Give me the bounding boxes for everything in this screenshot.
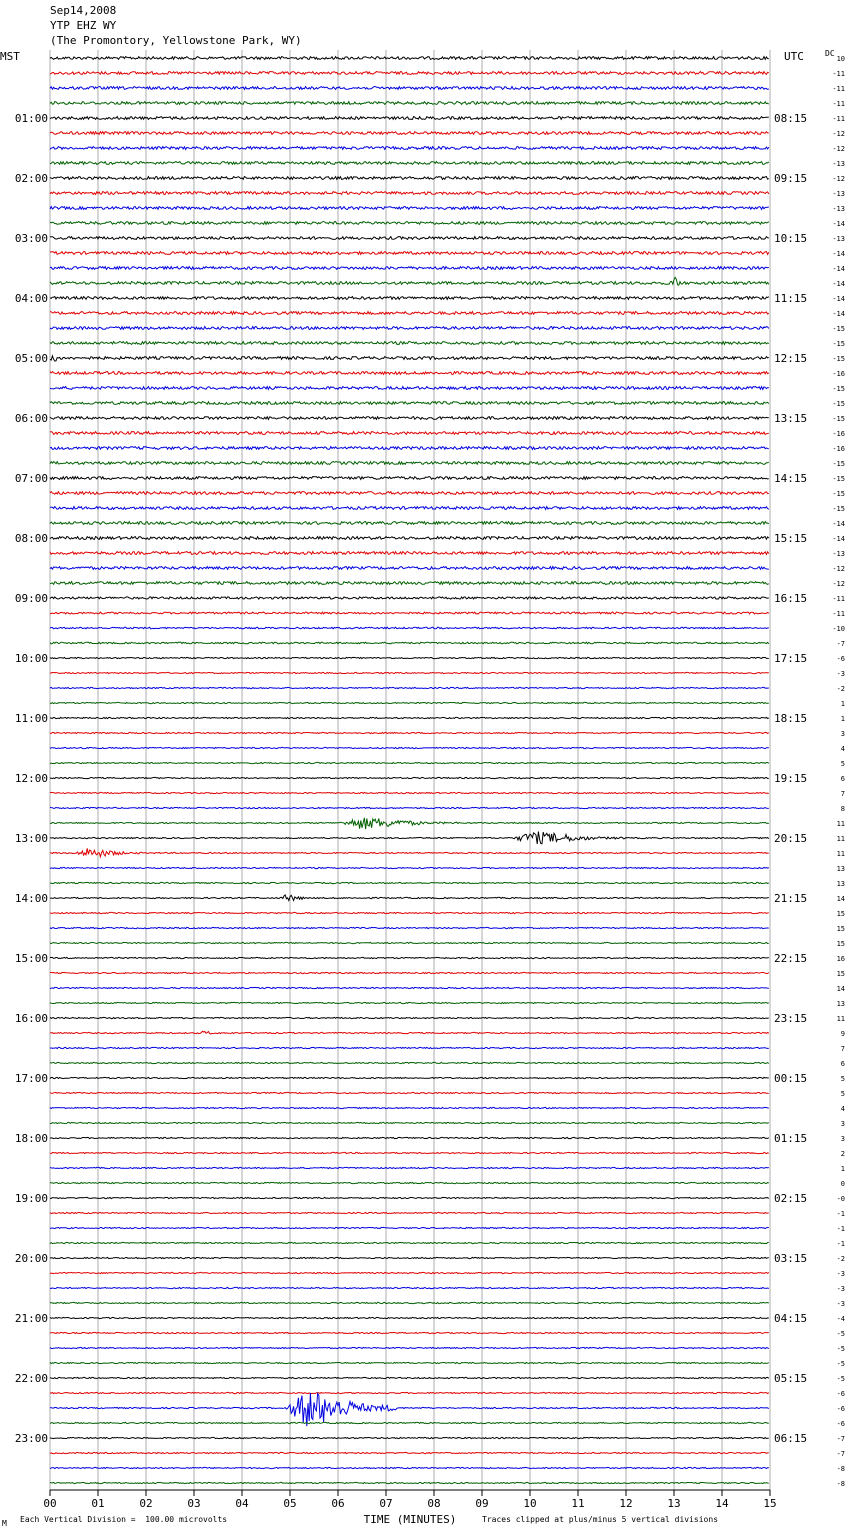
trace-row-95: [50, 1482, 769, 1483]
dc-offset-value: -6: [836, 1420, 845, 1428]
trace-row-71: [50, 1122, 769, 1123]
trace-row-14: [50, 267, 769, 270]
trace-row-28: [50, 477, 769, 480]
dc-offset-value: -11: [832, 115, 845, 123]
trace-row-45: [50, 732, 769, 733]
trace-row-40: [50, 657, 769, 658]
trace-row-20: [50, 356, 769, 361]
utc-hour-label: 21:15: [774, 892, 808, 905]
vertical-scale-note: Each Vertical Division = 100.00 microvolts: [20, 1515, 228, 1524]
mst-hour-label: 18:00: [14, 1132, 48, 1145]
dc-offset-value: -1: [836, 1210, 845, 1218]
trace-row-79: [50, 1242, 769, 1243]
dc-offset-value: -13: [832, 205, 845, 213]
trace-row-22: [50, 387, 769, 390]
trace-row-94: [50, 1467, 769, 1468]
trace-row-13: [50, 252, 769, 255]
trace-row-72: [50, 1137, 769, 1138]
dc-offset-value: 3: [840, 730, 845, 738]
dc-offset-value: -16: [832, 370, 845, 378]
trace-row-61: [50, 972, 769, 973]
dc-offset-value: 4: [840, 745, 845, 753]
dc-offset-value: -14: [832, 535, 845, 543]
trace-row-93: [50, 1452, 769, 1453]
dc-offset-value: 14: [836, 895, 845, 903]
dc-offset-value: -16: [832, 445, 845, 453]
dc-offset-value: -1: [836, 1225, 845, 1233]
trace-row-60: [50, 957, 769, 958]
dc-offset-value: -14: [832, 520, 845, 528]
record-date: Sep14,2008: [50, 4, 117, 17]
trace-row-77: [50, 1212, 769, 1213]
x-tick-label: 07: [379, 1497, 393, 1510]
dc-offset-value: -16: [832, 430, 845, 438]
mst-hour-label: 07:00: [14, 472, 48, 485]
dc-offset-value: -11: [832, 610, 845, 618]
dc-offset-value: -7: [836, 1450, 845, 1458]
dc-offset-value: -6: [836, 655, 845, 663]
x-tick-label: 01: [91, 1497, 105, 1510]
trace-row-35: [50, 582, 769, 585]
trace-row-2: [50, 87, 769, 90]
x-tick-label: 06: [331, 1497, 345, 1510]
trace-row-76: [50, 1197, 769, 1198]
dc-offset-value: 8: [840, 805, 845, 813]
trace-row-63: [50, 1002, 769, 1003]
trace-row-78: [50, 1227, 769, 1228]
trace-row-10: [50, 207, 769, 210]
left-timezone-label: MST: [0, 50, 20, 63]
trace-row-67: [50, 1062, 769, 1063]
dc-offset-value: 13: [836, 880, 845, 888]
trace-row-3: [50, 102, 769, 105]
clipping-note: Traces clipped at plus/minus 5 vertical divisions: [482, 1515, 719, 1524]
trace-row-37: [50, 612, 769, 614]
mst-hour-label: 17:00: [14, 1072, 48, 1085]
dc-offset-value: 13: [836, 865, 845, 873]
dc-offset-value: -15: [832, 385, 845, 393]
utc-hour-label: 19:15: [774, 772, 808, 785]
trace-row-26: [50, 447, 769, 450]
trace-row-38: [50, 627, 769, 629]
trace-row-88: [50, 1377, 769, 1378]
trace-row-58: [50, 927, 769, 928]
trace-row-59: [50, 942, 769, 943]
trace-row-44: [50, 717, 769, 718]
mst-hour-label: 23:00: [14, 1432, 48, 1445]
utc-hour-label: 22:15: [774, 952, 808, 965]
footer-mark: M: [2, 1519, 7, 1528]
mst-hour-label: 11:00: [14, 712, 48, 725]
mst-hour-label: 21:00: [14, 1312, 48, 1325]
trace-row-39: [50, 642, 769, 644]
dc-offset-value: 13: [836, 1000, 845, 1008]
trace-row-41: [50, 672, 769, 673]
dc-offset-value: -15: [832, 460, 845, 468]
dc-offset-value: -3: [836, 1270, 845, 1278]
utc-hour-label: 14:15: [774, 472, 808, 485]
utc-hour-label: 01:15: [774, 1132, 808, 1145]
trace-row-86: [50, 1347, 769, 1348]
dc-offset-value: -8: [836, 1480, 845, 1488]
mst-hour-label: 05:00: [14, 352, 48, 365]
dc-offset-value: -14: [832, 265, 845, 273]
trace-row-0: [50, 57, 769, 60]
mst-hour-label: 06:00: [14, 412, 48, 425]
trace-row-62: [50, 987, 769, 988]
dc-offset-value: -13: [832, 160, 845, 168]
dc-offset-value: 11: [836, 850, 845, 858]
x-axis-label: TIME (MINUTES): [363, 1513, 457, 1526]
dc-offset-value: -14: [832, 295, 845, 303]
trace-row-17: [50, 312, 769, 315]
trace-row-91: [50, 1422, 769, 1423]
utc-hour-label: 17:15: [774, 652, 808, 665]
trace-row-5: [50, 132, 769, 135]
station-location: (The Promontory, Yellowstone Park, WY): [50, 34, 302, 47]
mst-hour-label: 15:00: [14, 952, 48, 965]
dc-offset-value: -15: [832, 490, 845, 498]
dc-offset-value: -5: [836, 1360, 845, 1368]
x-tick-label: 00: [43, 1497, 57, 1510]
mst-hour-label: 16:00: [14, 1012, 48, 1025]
mst-hour-label: 19:00: [14, 1192, 48, 1205]
trace-row-80: [50, 1257, 769, 1258]
x-tick-label: 11: [571, 1497, 585, 1510]
trace-row-25: [50, 432, 769, 435]
utc-hour-label: 13:15: [774, 412, 808, 425]
utc-hour-label: 05:15: [774, 1372, 808, 1385]
dc-offset-value: 11: [836, 820, 845, 828]
trace-row-4: [50, 117, 769, 120]
dc-offset-value: 9: [840, 1030, 845, 1038]
dc-offset-value: -13: [832, 550, 845, 558]
x-tick-label: 03: [187, 1497, 201, 1510]
trace-row-32: [50, 537, 769, 540]
dc-offset-value: 15: [836, 925, 845, 933]
right-timezone-label: UTC: [784, 50, 804, 63]
trace-row-36: [50, 597, 769, 599]
dc-offset-value: -11: [832, 85, 845, 93]
trace-row-87: [50, 1362, 769, 1363]
station-code: YTP EHZ WY: [50, 19, 117, 32]
dc-offset-value: -15: [832, 400, 845, 408]
mst-hour-label: 10:00: [14, 652, 48, 665]
trace-row-85: [50, 1332, 769, 1333]
trace-row-30: [50, 507, 769, 510]
trace-row-16: [50, 297, 769, 300]
dc-offset-value: -14: [832, 310, 845, 318]
trace-row-53: [50, 848, 769, 856]
x-tick-label: 10: [523, 1497, 537, 1510]
dc-offset-value: 4: [840, 1105, 845, 1113]
dc-offset-value: 1: [840, 1165, 845, 1173]
dc-offset-value: 10: [836, 55, 845, 63]
dc-offset-value: -12: [832, 175, 845, 183]
dc-offset-value: 11: [836, 1015, 845, 1023]
dc-offset-value: -15: [832, 415, 845, 423]
trace-row-7: [50, 162, 769, 165]
dc-offset-value: -5: [836, 1330, 845, 1338]
trace-row-66: [50, 1047, 769, 1048]
x-tick-label: 04: [235, 1497, 249, 1510]
trace-row-24: [50, 417, 769, 420]
trace-row-1: [50, 72, 769, 75]
trace-row-12: [50, 237, 769, 240]
trace-row-9: [50, 192, 769, 195]
trace-row-68: [50, 1077, 769, 1078]
utc-hour-label: 23:15: [774, 1012, 808, 1025]
dc-offset-value: 16: [836, 955, 845, 963]
trace-row-31: [50, 522, 769, 525]
dc-offset-value: 15: [836, 910, 845, 918]
dc-offset-value: 14: [836, 985, 845, 993]
dc-offset-value: -8: [836, 1465, 845, 1473]
trace-row-75: [50, 1182, 769, 1183]
utc-hour-label: 10:15: [774, 232, 808, 245]
dc-offset-value: -13: [832, 235, 845, 243]
dc-label: DC: [825, 49, 835, 58]
dc-offset-value: 3: [840, 1120, 845, 1128]
trace-row-6: [50, 147, 769, 150]
dc-offset-value: -12: [832, 145, 845, 153]
dc-offset-value: -11: [832, 595, 845, 603]
mst-hour-label: 02:00: [14, 172, 48, 185]
trace-row-73: [50, 1152, 769, 1153]
trace-row-70: [50, 1107, 769, 1108]
dc-offset-value: -15: [832, 475, 845, 483]
dc-offset-value: -5: [836, 1375, 845, 1383]
dc-offset-value: -3: [836, 1300, 845, 1308]
dc-offset-value: -1: [836, 1240, 845, 1248]
utc-hour-label: 02:15: [774, 1192, 808, 1205]
trace-row-49: [50, 792, 769, 793]
dc-offset-value: 6: [840, 1060, 845, 1068]
utc-hour-label: 08:15: [774, 112, 808, 125]
dc-offset-value: -15: [832, 325, 845, 333]
mst-hour-label: 04:00: [14, 292, 48, 305]
trace-row-89: [50, 1392, 769, 1393]
dc-offset-value: 0: [840, 1180, 845, 1188]
trace-row-90: [50, 1393, 769, 1426]
trace-row-92: [50, 1437, 769, 1438]
trace-row-81: [50, 1272, 769, 1273]
dc-offset-value: 5: [840, 1090, 845, 1098]
utc-hour-label: 12:15: [774, 352, 808, 365]
trace-row-47: [50, 762, 769, 763]
mst-hour-label: 22:00: [14, 1372, 48, 1385]
trace-row-50: [50, 807, 769, 808]
trace-row-46: [50, 747, 769, 748]
trace-row-65: [50, 1031, 769, 1034]
trace-row-51: [50, 818, 769, 829]
x-tick-label: 02: [139, 1497, 153, 1510]
x-tick-label: 14: [715, 1497, 729, 1510]
dc-offset-value: -10: [832, 625, 845, 633]
dc-offset-value: -4: [836, 1315, 845, 1323]
trace-row-56: [50, 895, 769, 901]
dc-offset-value: -2: [836, 685, 845, 693]
x-tick-label: 13: [667, 1497, 681, 1510]
dc-offset-value: 6: [840, 775, 845, 783]
dc-offset-value: 2: [840, 1150, 845, 1158]
dc-offset-value: -15: [832, 340, 845, 348]
dc-offset-value: -3: [836, 1285, 845, 1293]
dc-offset-value: -6: [836, 1405, 845, 1413]
dc-offset-value: -12: [832, 130, 845, 138]
dc-offset-value: 15: [836, 970, 845, 978]
dc-offset-value: -7: [836, 640, 845, 648]
dc-offset-value: 7: [840, 790, 845, 798]
dc-offset-value: 5: [840, 760, 845, 768]
dc-offset-value: -14: [832, 250, 845, 258]
trace-row-83: [50, 1302, 769, 1303]
trace-row-29: [50, 492, 769, 495]
mst-hour-label: 20:00: [14, 1252, 48, 1265]
x-tick-label: 09: [475, 1497, 489, 1510]
trace-row-69: [50, 1092, 769, 1093]
mst-hour-label: 14:00: [14, 892, 48, 905]
trace-row-19: [50, 342, 769, 345]
dc-offset-value: -12: [832, 580, 845, 588]
trace-row-33: [50, 552, 769, 555]
utc-hour-label: 03:15: [774, 1252, 808, 1265]
utc-hour-label: 11:15: [774, 292, 808, 305]
trace-row-74: [50, 1167, 769, 1168]
x-tick-label: 15: [763, 1497, 777, 1510]
trace-row-34: [50, 567, 769, 570]
x-tick-label: 08: [427, 1497, 441, 1510]
mst-hour-label: 01:00: [14, 112, 48, 125]
trace-row-21: [50, 372, 769, 375]
trace-row-54: [50, 867, 769, 868]
dc-offset-value: 11: [836, 835, 845, 843]
trace-row-84: [50, 1317, 769, 1318]
trace-row-42: [50, 687, 769, 688]
utc-hour-label: 16:15: [774, 592, 808, 605]
x-tick-label: 05: [283, 1497, 297, 1510]
utc-hour-label: 00:15: [774, 1072, 808, 1085]
trace-row-64: [50, 1017, 769, 1018]
trace-row-18: [50, 327, 769, 330]
trace-row-57: [50, 912, 769, 913]
trace-row-27: [50, 462, 769, 465]
dc-offset-value: -0: [836, 1195, 845, 1203]
dc-offset-value: 15: [836, 940, 845, 948]
trace-row-82: [50, 1287, 769, 1288]
trace-row-15: [50, 277, 769, 285]
mst-hour-label: 12:00: [14, 772, 48, 785]
dc-offset-value: 7: [840, 1045, 845, 1053]
utc-hour-label: 04:15: [774, 1312, 808, 1325]
dc-offset-value: -15: [832, 505, 845, 513]
trace-row-55: [50, 882, 769, 883]
trace-row-52: [50, 832, 769, 844]
trace-row-11: [50, 222, 769, 225]
trace-row-8: [50, 177, 769, 180]
mst-hour-label: 08:00: [14, 532, 48, 545]
utc-hour-label: 15:15: [774, 532, 808, 545]
mst-hour-label: 09:00: [14, 592, 48, 605]
trace-row-43: [50, 702, 769, 703]
dc-offset-value: 1: [840, 700, 845, 708]
dc-offset-value: -13: [832, 190, 845, 198]
dc-offset-value: -15: [832, 355, 845, 363]
mst-hour-label: 03:00: [14, 232, 48, 245]
trace-row-48: [50, 777, 769, 778]
x-tick-label: 12: [619, 1497, 633, 1510]
dc-offset-value: -3: [836, 670, 845, 678]
utc-hour-label: 18:15: [774, 712, 808, 725]
dc-offset-value: -6: [836, 1390, 845, 1398]
dc-offset-value: -2: [836, 1255, 845, 1263]
dc-offset-value: -14: [832, 280, 845, 288]
dc-offset-value: 5: [840, 1075, 845, 1083]
dc-offset-value: -12: [832, 565, 845, 573]
dc-offset-value: -11: [832, 100, 845, 108]
mst-hour-label: 13:00: [14, 832, 48, 845]
dc-offset-value: 1: [840, 715, 845, 723]
dc-offset-value: -5: [836, 1345, 845, 1353]
dc-offset-value: 3: [840, 1135, 845, 1143]
dc-offset-value: -14: [832, 220, 845, 228]
dc-offset-value: -7: [836, 1435, 845, 1443]
utc-hour-label: 06:15: [774, 1432, 808, 1445]
utc-hour-label: 09:15: [774, 172, 808, 185]
dc-offset-value: -11: [832, 70, 845, 78]
trace-row-23: [50, 402, 769, 405]
utc-hour-label: 20:15: [774, 832, 808, 845]
